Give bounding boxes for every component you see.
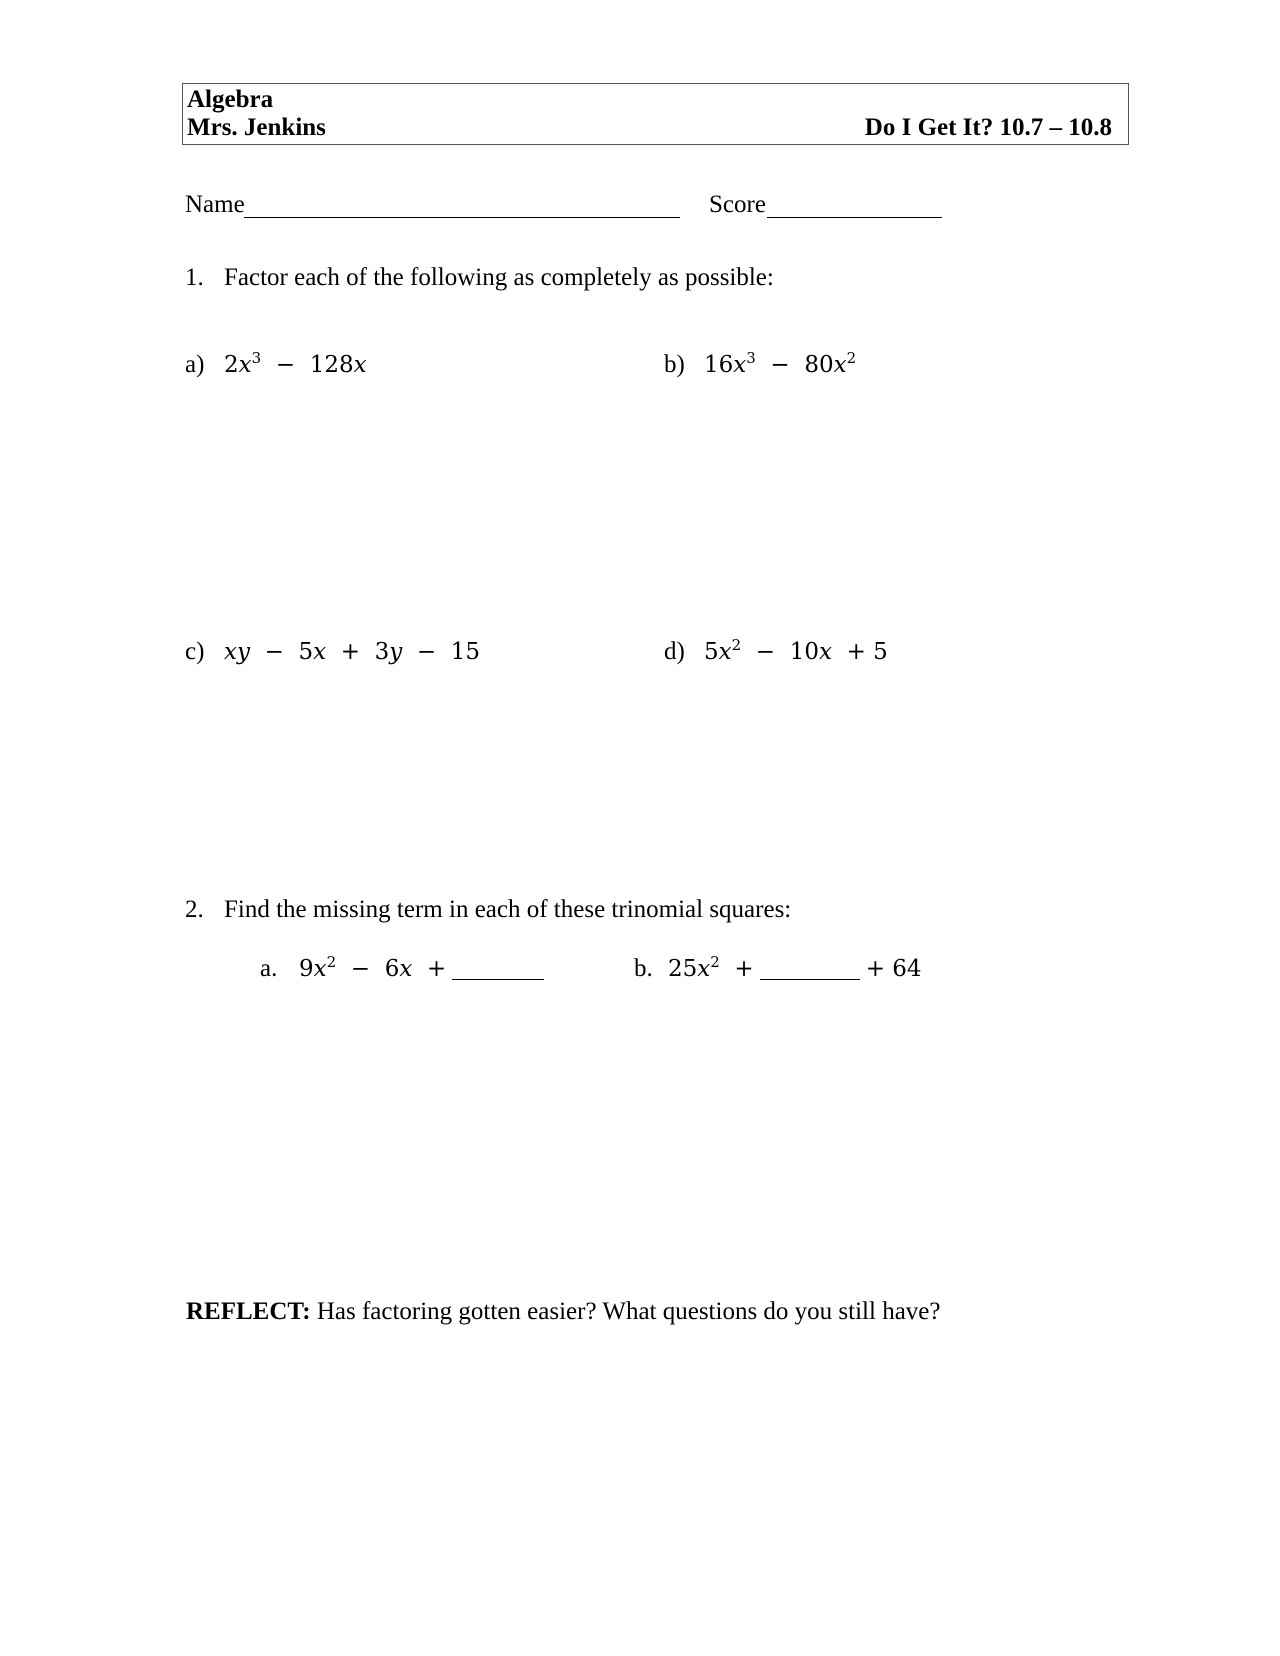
answer-blank-2a[interactable] <box>452 979 544 980</box>
question-2-number: 2. <box>185 896 204 923</box>
question-1-number: 1. <box>185 264 204 291</box>
item-1c-expression: xy − 5x + 3y − 15 <box>224 639 481 665</box>
item-1a-expression: $2x^3 - 128x$ <box>224 349 367 378</box>
reflect-text: Has factoring gotten easier? What questions do you still have? <box>316 1298 941 1325</box>
item-1a-label: a) <box>185 351 205 378</box>
name-label: Name <box>185 191 245 218</box>
item-1d-label: d) <box>664 638 685 665</box>
item-1d-expression: $5x^2 - 10x + 5$ <box>704 636 888 665</box>
teacher-name: Mrs. Jenkins <box>187 114 326 141</box>
question-1-prompt: Factor each of the following as completely as possible: <box>224 264 774 291</box>
reflect-prompt <box>186 1298 940 1326</box>
worksheet-title: Do I Get It? 10.7 – 10.8 <box>864 114 1112 141</box>
item-2b-label: b. <box>634 955 653 982</box>
score-label: Score <box>709 191 766 218</box>
header-box <box>182 83 1129 145</box>
course-name: Algebra <box>187 86 274 113</box>
score-field[interactable] <box>767 193 942 218</box>
item-2b-expression: $25x^2$ + + 64 <box>668 953 922 982</box>
answer-blank-2b[interactable] <box>760 979 860 980</box>
name-field[interactable] <box>244 193 680 218</box>
reflect-label: REFLECT: <box>186 1298 311 1325</box>
item-2a-label: a. <box>260 955 278 982</box>
item-2a-expression: $9x^2 - 6x$ + <box>299 955 550 983</box>
question-2-prompt: Find the missing term in each of these trinomial squares: <box>224 896 792 923</box>
item-1b-label: b) <box>664 351 685 378</box>
item-1c-label: c) <box>185 638 205 665</box>
item-1b-expression: $16x^3 - 80x^2$ <box>704 349 857 378</box>
